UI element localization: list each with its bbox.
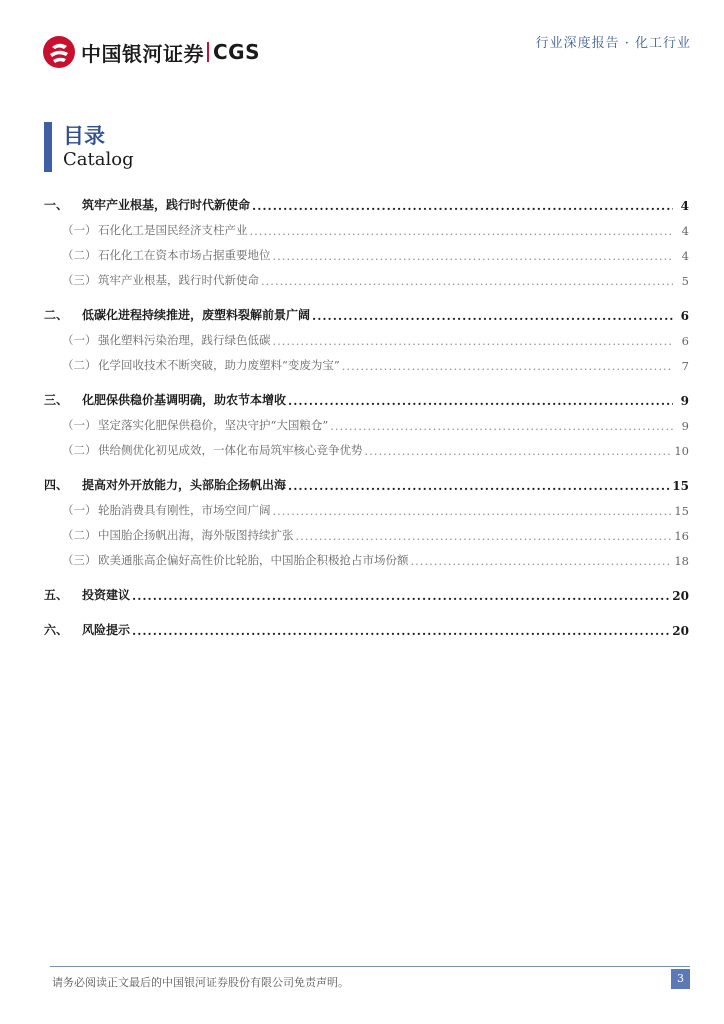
catalog-title-cn: 目录 bbox=[63, 123, 105, 148]
toc-subsection-entry[interactable] bbox=[44, 323, 689, 348]
page-header bbox=[0, 0, 724, 80]
toc-entry-leader bbox=[252, 199, 673, 213]
toc-entry-page: 5 bbox=[681, 274, 689, 288]
toc-entry-title: 投资建议 bbox=[82, 588, 131, 602]
toc-entry-number: （三） bbox=[62, 273, 97, 287]
toc-entry-number: 一、 bbox=[44, 198, 69, 212]
toc-entry-number: 五、 bbox=[44, 588, 69, 602]
toc-entry-number: （一） bbox=[62, 418, 97, 432]
toc-entry-number: 六、 bbox=[44, 623, 69, 637]
toc-entry-leader bbox=[330, 419, 673, 433]
toc-section-entry[interactable] bbox=[44, 613, 689, 638]
toc-subsection-entry[interactable] bbox=[44, 263, 689, 288]
toc-entry-title: 化肥保供稳价基调明确，助农节本增收 bbox=[82, 393, 287, 407]
toc-entry-leader bbox=[250, 224, 674, 238]
toc-entry-page: 4 bbox=[681, 224, 689, 238]
toc-subsection-entry[interactable] bbox=[44, 433, 689, 458]
toc-entry-title: 石化化工是国民经济支柱产业 bbox=[98, 223, 248, 237]
toc-entry-page: 10 bbox=[674, 444, 689, 458]
toc-entry-title: 坚定落实化肥保供稳价，坚决守护“大国粮仓” bbox=[98, 418, 329, 432]
toc-subsection-entry[interactable] bbox=[44, 408, 689, 433]
toc-entry-leader bbox=[288, 394, 673, 408]
toc-entry-number: 二、 bbox=[44, 308, 69, 322]
toc-entry-title: 低碳化进程持续推进，废塑料裂解前景广阔 bbox=[82, 308, 311, 322]
toc-entry-leader bbox=[365, 444, 673, 458]
toc-entry-number: （二） bbox=[62, 528, 97, 542]
brand-logo bbox=[42, 34, 260, 70]
brand-name-cn: 中国银河证券 bbox=[81, 41, 204, 66]
toc-entry-page: 18 bbox=[674, 554, 689, 568]
toc-entry-leader bbox=[132, 589, 670, 603]
toc-entry-number: （三） bbox=[62, 553, 97, 567]
brand-name-en: CGS bbox=[213, 40, 260, 64]
toc-subsection-entry[interactable] bbox=[44, 543, 689, 568]
toc-entry-number: （一） bbox=[62, 223, 97, 237]
toc-entry-leader bbox=[342, 359, 673, 373]
toc-entry-leader bbox=[132, 624, 670, 638]
page-number: 3 bbox=[671, 969, 690, 989]
toc-section-entry[interactable] bbox=[44, 383, 689, 408]
toc-entry-title: 轮胎消费具有刚性，市场空间广阔 bbox=[98, 503, 271, 517]
toc-entry-page: 4 bbox=[681, 249, 689, 263]
toc-section-entry[interactable] bbox=[44, 188, 689, 213]
toc-entry-title: 供给侧优化初见成效，一体化布局筑牢核心竞争优势 bbox=[98, 443, 363, 457]
toc-entry-page: 20 bbox=[672, 589, 689, 603]
toc-entry-number: 四、 bbox=[44, 478, 69, 492]
toc-entry-leader bbox=[312, 309, 673, 323]
toc-subsection-entry[interactable] bbox=[44, 238, 689, 263]
toc-entry-page: 16 bbox=[674, 529, 689, 543]
report-type-label: 行业深度报告 · 化工行业 bbox=[535, 36, 691, 51]
toc-entry-page: 15 bbox=[674, 504, 689, 518]
toc-entry-page: 9 bbox=[681, 419, 689, 433]
toc-entry-page: 20 bbox=[672, 624, 689, 638]
toc-entry-number: （一） bbox=[62, 333, 97, 347]
toc-entry-number: （二） bbox=[62, 358, 97, 372]
toc-subsection-entry[interactable] bbox=[44, 348, 689, 373]
footer-disclaimer: 请务必阅读正文最后的中国银河证券股份有限公司免责声明。 bbox=[52, 976, 349, 989]
toc-entry-leader bbox=[288, 479, 670, 493]
catalog-title-en: Catalog bbox=[63, 149, 134, 170]
toc-entry-title: 筑牢产业根基，践行时代新使命 bbox=[98, 273, 259, 287]
toc-entry-number: （二） bbox=[62, 443, 97, 457]
toc-entry-title: 强化塑料污染治理，践行绿色低碳 bbox=[98, 333, 271, 347]
toc-entry-title: 提高对外开放能力，头部胎企扬帆出海 bbox=[82, 478, 287, 492]
toc-section-entry[interactable] bbox=[44, 298, 689, 323]
toc-section-entry[interactable] bbox=[44, 468, 689, 493]
toc-entry-leader bbox=[296, 529, 673, 543]
toc-entry-leader bbox=[273, 504, 673, 518]
toc-entry-title: 筑牢产业根基，践行时代新使命 bbox=[82, 198, 251, 212]
toc-entry-title: 欧美通胀高企偏好高性价比轮胎，中国胎企积极抢占市场份额 bbox=[98, 553, 409, 567]
table-of-contents bbox=[44, 188, 689, 638]
toc-entry-page: 6 bbox=[680, 309, 689, 323]
toc-entry-title: 风险提示 bbox=[82, 623, 131, 637]
toc-entry-page: 4 bbox=[680, 199, 689, 213]
toc-subsection-entry[interactable] bbox=[44, 213, 689, 238]
catalog-accent-bar bbox=[44, 122, 52, 172]
brand-separator bbox=[207, 42, 209, 62]
toc-entry-number: （一） bbox=[62, 503, 97, 517]
toc-entry-page: 6 bbox=[681, 334, 689, 348]
toc-entry-number: 三、 bbox=[44, 393, 69, 407]
toc-entry-page: 15 bbox=[672, 479, 689, 493]
toc-subsection-entry[interactable] bbox=[44, 493, 689, 518]
toc-entry-number: （二） bbox=[62, 248, 97, 262]
toc-entry-leader bbox=[273, 334, 674, 348]
cgs-logo-icon bbox=[42, 35, 76, 69]
toc-entry-page: 7 bbox=[681, 359, 689, 373]
toc-entry-title: 化学回收技术不断突破，助力废塑料“变废为宝” bbox=[98, 358, 340, 372]
toc-subsection-entry[interactable] bbox=[44, 518, 689, 543]
toc-entry-title: 石化化工在资本市场占据重要地位 bbox=[98, 248, 271, 262]
toc-entry-page: 9 bbox=[680, 394, 689, 408]
toc-entry-leader bbox=[411, 554, 673, 568]
toc-entry-leader bbox=[261, 274, 673, 288]
toc-entry-leader bbox=[273, 249, 674, 263]
toc-section-entry[interactable] bbox=[44, 578, 689, 603]
toc-entry-title: 中国胎企扬帆出海，海外版图持续扩张 bbox=[98, 528, 294, 542]
footer-divider bbox=[50, 966, 690, 967]
